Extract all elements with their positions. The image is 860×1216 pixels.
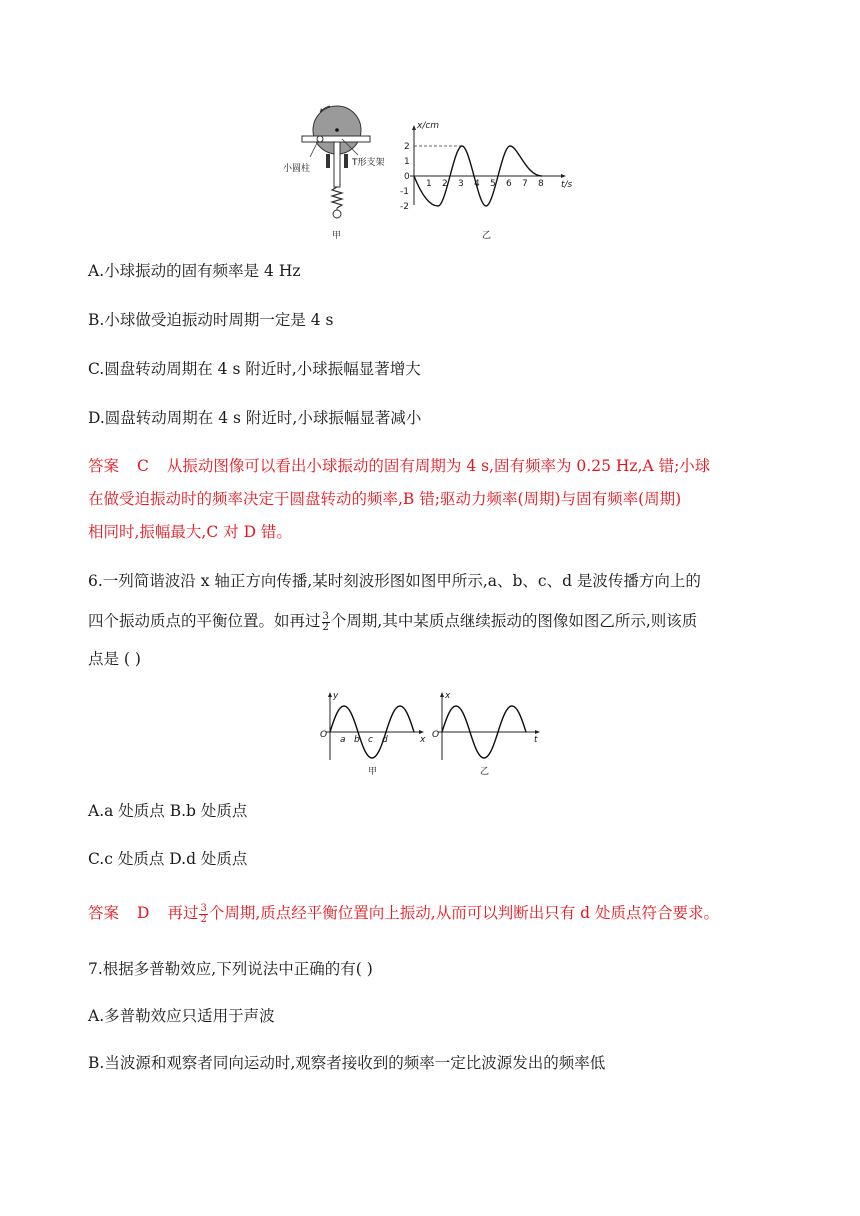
point-a: a	[340, 735, 346, 745]
y-tick: 0	[404, 172, 410, 182]
t-bracket-bar	[302, 136, 370, 142]
fraction-three-halves: $\frac{3}{2}$	[322, 610, 329, 633]
x-tick: 8	[538, 179, 544, 189]
small-ball	[333, 210, 341, 218]
q6-stem-line2: 四个振动质点的平衡位置。如再过 $\frac{3}{2}$ 个周期,其中某质点继续振动的图像如图乙所示,则该质	[88, 610, 698, 633]
q5-option-c: C.圆盘转动周期在 4 s 附近时,小球振幅显著增大	[88, 360, 421, 378]
q7-stem: 7.根据多普勒效应,下列说法中正确的有( )	[88, 960, 373, 978]
caption-yi: 乙	[482, 231, 492, 241]
x-axis-label: t/s	[561, 180, 573, 190]
x-tick: 1	[426, 179, 432, 189]
wave-origin: O	[320, 730, 328, 740]
fraction-three-halves: $\frac{3}{2}$	[200, 902, 207, 925]
vib-origin: O	[432, 730, 440, 740]
answer-label: 答案	[88, 904, 120, 922]
vib-x-label: t	[534, 735, 538, 745]
answer-explanation: 从振动图像可以看出小球振动的固有周期为 4 s,固有频率为 0.25 Hz,A 错;小球	[166, 457, 711, 475]
x-tick: 3	[458, 179, 464, 189]
q5-option-d: D.圆盘转动周期在 4 s 附近时,小球振幅显著减小	[88, 409, 422, 427]
vibration-graph	[400, 121, 573, 212]
y-tick: -1	[400, 187, 409, 197]
y-tick: 1	[404, 157, 410, 167]
wave-x-label: x	[420, 735, 426, 745]
y-tick: -2	[400, 202, 409, 212]
caption-jia: 甲	[332, 231, 342, 241]
caption-jia: 甲	[368, 767, 378, 776]
x-tick: 2	[442, 179, 448, 189]
point-b: b	[354, 735, 360, 745]
q5-option-a: A.小球振动的固有频率是 4 Hz	[88, 262, 301, 280]
x-tick: 6	[506, 179, 512, 189]
q6-answer: 答案 D 再过 $\frac{3}{2}$ 个周期,质点经平衡位置向上振动,从而可以判断出只有 d 处质点符合要求。	[88, 902, 719, 925]
answer-choice: D	[137, 904, 150, 922]
x-tick: 4	[474, 179, 480, 189]
point-c: c	[368, 735, 373, 745]
label-bracket: T形支架	[352, 158, 385, 168]
q6-stem-line1: 6.一列简谐波沿 x 轴正方向传播,某时刻波形图如图甲所示,a、b、c、d 是波传播方向上的	[88, 572, 701, 590]
figure-disc-apparatus	[280, 95, 600, 245]
figure-wave-graphs	[318, 688, 548, 776]
q5-answer-line3: 相同时,振幅最大,C 对 D 错。	[88, 523, 292, 541]
answer-label: 答案	[88, 457, 120, 475]
y-tick: 2	[404, 142, 410, 152]
q6-options-line1: A.a 处质点 B.b 处质点	[88, 802, 248, 820]
q5-answer-line2: 在做受迫振动时的频率决定于圆盘转动的频率,B 错;驱动力频率(周期)与固有频率(周期)	[88, 490, 682, 508]
x-tick: 5	[490, 179, 496, 189]
q7-option-b: B.当波源和观察者同向运动时,观察者接收到的频率一定比波源发出的频率低	[88, 1054, 606, 1072]
spring	[332, 187, 342, 208]
q6-options-line2: C.c 处质点 D.d 处质点	[88, 850, 248, 868]
y-axis-label: x/cm	[417, 121, 440, 131]
q5-option-b: B.小球做受迫振动时周期一定是 4 s	[88, 311, 334, 329]
x-tick: 7	[522, 179, 528, 189]
vib-y-label: x	[445, 691, 451, 701]
wave-y-label: y	[333, 691, 339, 701]
point-d: d	[382, 735, 388, 745]
label-cylinder: 小圆柱	[283, 164, 311, 174]
q7-option-a: A.多普勒效应只适用于声波	[88, 1007, 275, 1025]
answer-choice: C	[137, 457, 149, 475]
q5-answer-line1	[88, 455, 710, 477]
q6-stem-line3: 点是 ( )	[88, 650, 141, 668]
caption-yi: 乙	[480, 767, 490, 776]
